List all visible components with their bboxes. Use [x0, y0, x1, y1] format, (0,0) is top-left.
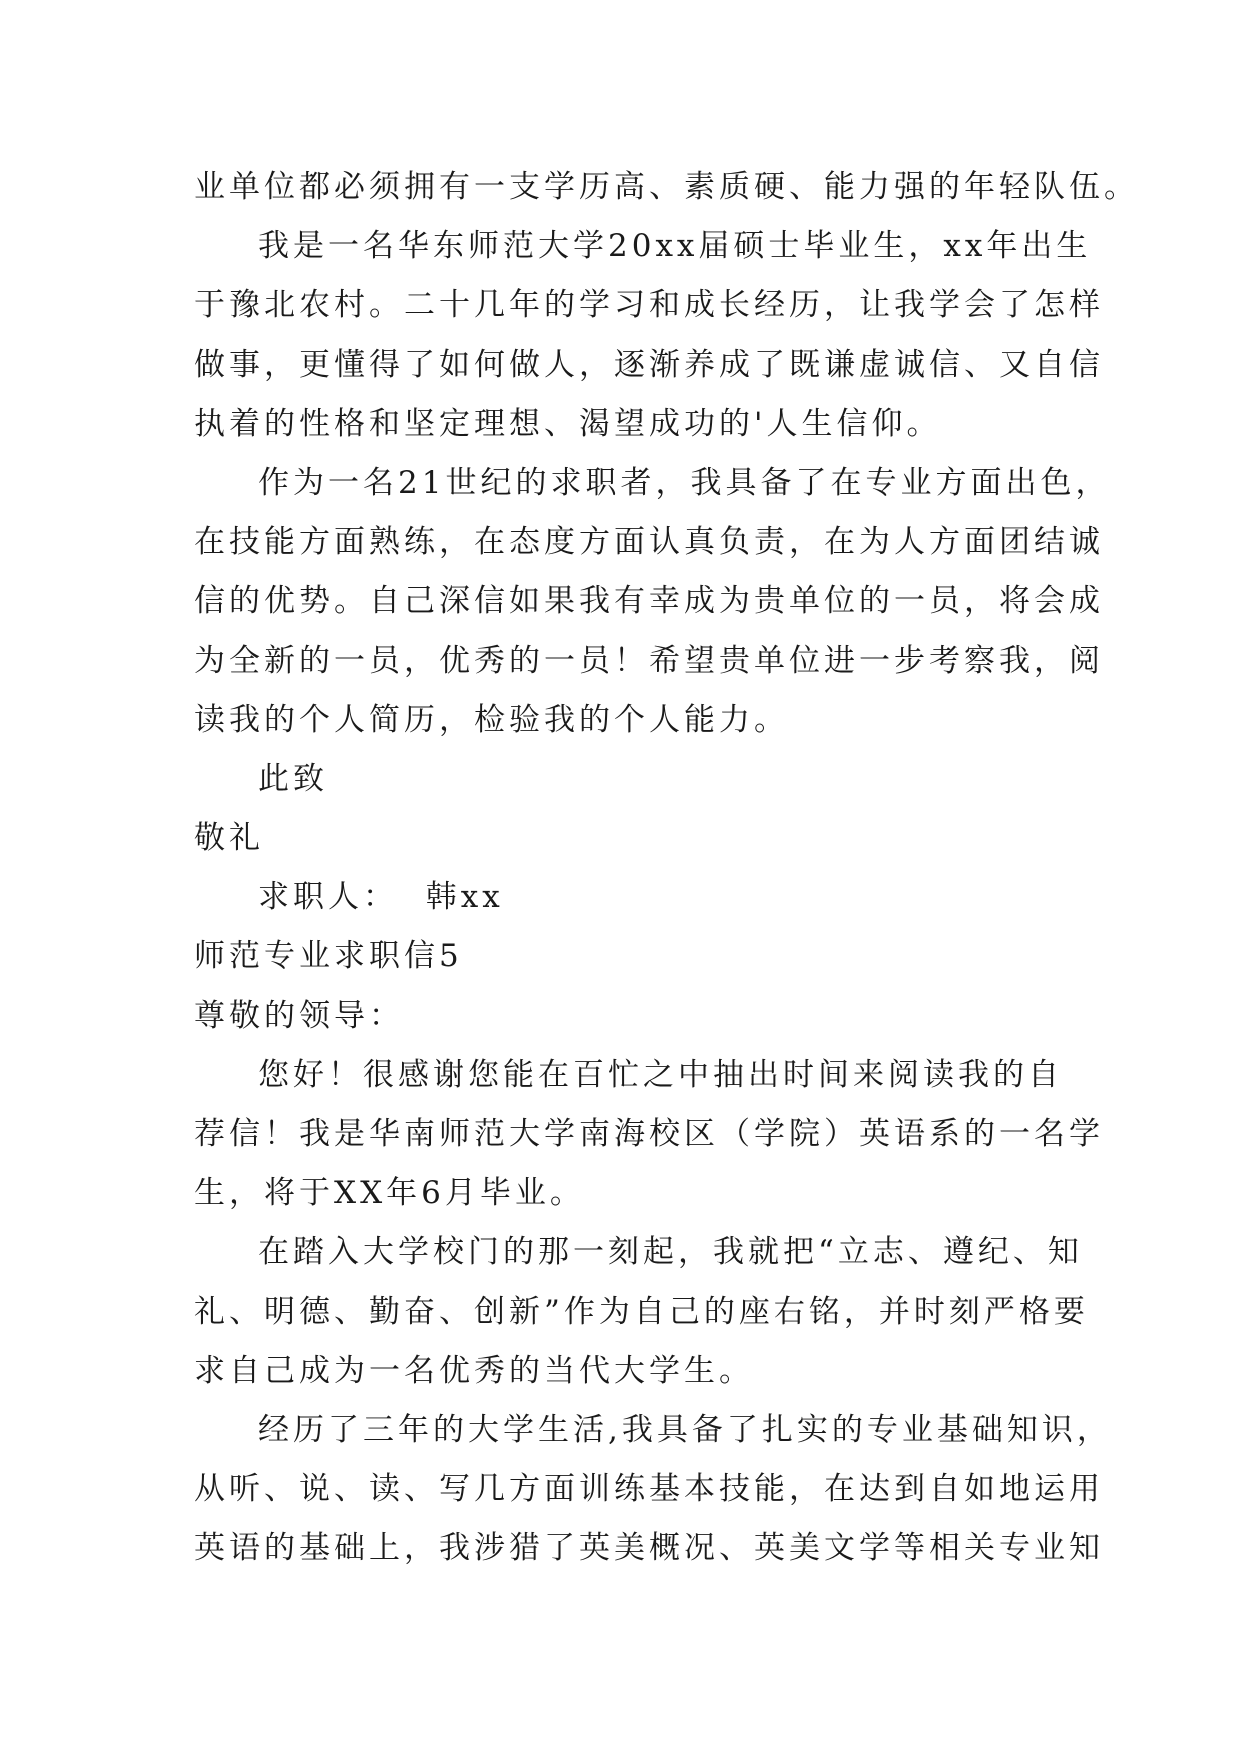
paragraph-first-line: 我是一名华东师范大学20xx届硕士毕业生，xx年出生: [258, 228, 1092, 265]
closing-respect: 敬礼: [194, 820, 264, 857]
section-title: 师范专业求职信5: [194, 938, 463, 975]
paragraph-first-line: 经历了三年的大学生活,我具备了扎实的专业基础知识，: [258, 1411, 1112, 1448]
closing-salutation: 此致: [258, 760, 328, 797]
text-line: 在技能方面熟练，在态度方面认真负责，在为人方面团结诚: [194, 524, 1104, 561]
greeting: 尊敬的领导：: [194, 997, 404, 1034]
paragraph-first-line: 在踏入大学校门的那一刻起，我就把“立志、遵纪、知: [258, 1234, 1083, 1271]
text-line: 求自己成为一名优秀的当代大学生。: [194, 1352, 754, 1389]
text-line: 为全新的一员，优秀的一员！希望贵单位进一步考察我，阅: [194, 642, 1104, 679]
text-line: 读我的个人简历，检验我的个人能力。: [194, 701, 789, 738]
text-line: 信的优势。自己深信如果我有幸成为贵单位的一员，将会成: [194, 583, 1104, 620]
text-line: 执着的性格和坚定理想、渴望成功的'人生信仰。: [194, 405, 942, 442]
letter-body: [194, 158, 1139, 1579]
text-line: 业单位都必须拥有一支学历高、素质硬、能力强的年轻队伍。: [194, 169, 1139, 205]
text-line: 于豫北农村。二十几年的学习和成长经历，让我学会了怎样: [194, 287, 1104, 324]
text-line: 英语的基础上，我涉猎了英美概况、英美文学等相关专业知: [194, 1530, 1104, 1567]
text-line: 礼、明德、勤奋、创新”作为自己的座右铭，并时刻严格要: [194, 1293, 1089, 1330]
text-line: 生，将于XX年6月毕业。: [194, 1175, 585, 1212]
signature-line: 求职人： 韩xx: [258, 879, 504, 916]
paragraph-first-line: 作为一名21世纪的求职者，我具备了在专业方面出色，: [258, 464, 1111, 501]
text-line: 做事，更懂得了如何做人，逐渐养成了既谦虚诚信、又自信: [194, 346, 1104, 383]
text-line: 从听、说、读、写几方面训练基本技能，在达到自如地运用: [194, 1471, 1104, 1508]
paragraph-first-line: 您好！很感谢您能在百忙之中抽出时间来阅读我的自: [258, 1056, 1063, 1093]
text-line: 荐信！我是华南师范大学南海校区（学院）英语系的一名学: [194, 1116, 1104, 1152]
